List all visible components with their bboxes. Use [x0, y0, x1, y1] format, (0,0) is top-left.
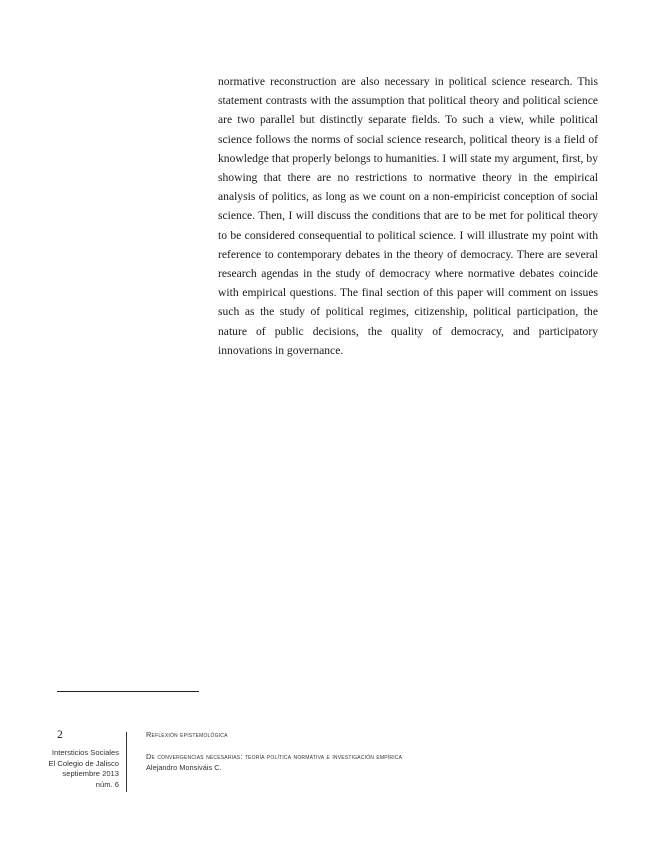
- footnote-rule: [57, 691, 199, 692]
- section-label: Reflexión epistemológica: [146, 730, 228, 739]
- article-author: Alejandro Monsiváis C.: [146, 763, 222, 772]
- journal-publisher: El Colegio de Jalisco: [48, 758, 119, 768]
- article-title: De convergencias necesarias: teoría política normativa e investigación empírica: [146, 752, 403, 761]
- journal-info: [20, 748, 119, 790]
- page-number: 2: [57, 729, 63, 741]
- journal-name: Intersticios Sociales: [51, 748, 119, 757]
- journal-issue: núm. 6: [95, 779, 119, 789]
- footer-divider: [126, 732, 127, 792]
- running-head: [146, 730, 626, 773]
- body-paragraph: normative reconstruction are also necessary in political science research. This statement contrasts with the assumption that political theory and political science are two parallel but distinctly separate fields. To such a view, while political science follows the norms of social science research, political theory is a field of knowledge that properly belongs to humanities. I will state my argument, first, by showing that there are no restrictions to normative theory in the empirical analysis of politics, as long as we count on a non-empiricist conception of social science. Then, I will discuss the conditions that are to be met for political theory to be considered consequential to political science. I will illustrate my point with reference to contemporary debates in the theory of democracy. There are several research agendas in the study of democracy where normative debates coincide with empirical questions. The final section of this paper will comment on issues such as the study of political regimes, citizenship, political participation, the nature of public decisions, the quality of democracy, and participatory innovations in governance.: [218, 75, 598, 357]
- journal-date: septiembre 2013: [62, 769, 119, 779]
